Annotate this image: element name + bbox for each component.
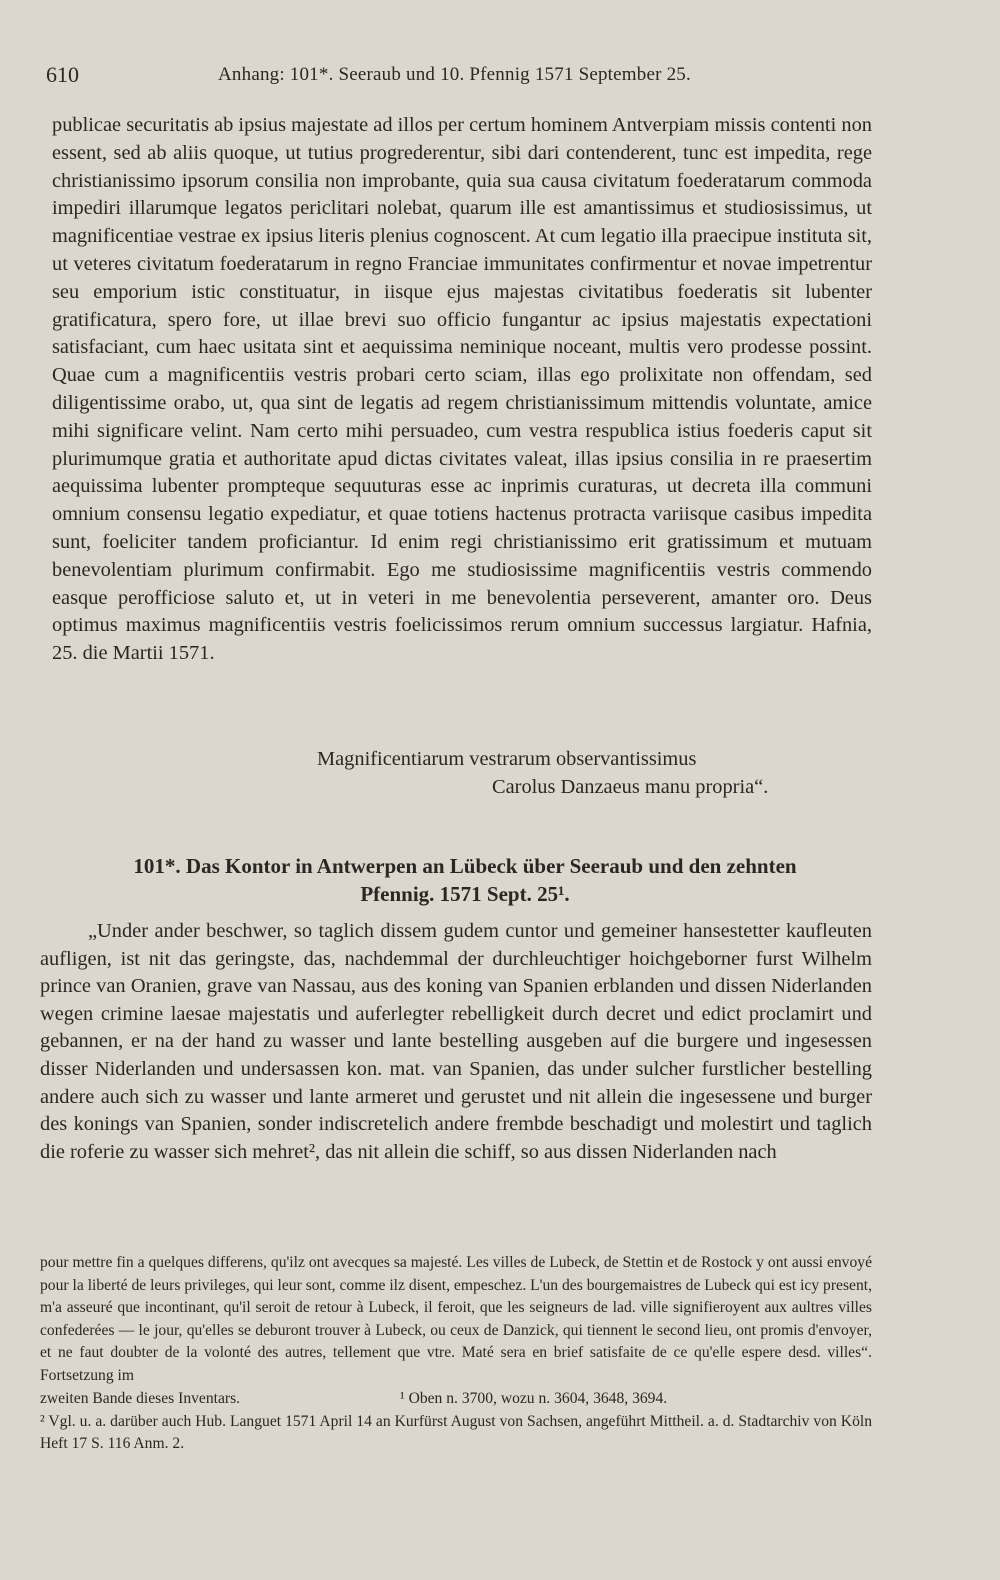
footnote-1: ¹ Oben n. 3700, wozu n. 3604, 3648, 3694. — [400, 1389, 668, 1407]
closing-line: Magnificentiarum vestrarum observantissimus — [317, 748, 697, 770]
letter-body — [52, 112, 872, 798]
signature-line: Carolus Danzaeus manu propria“. — [492, 776, 769, 798]
footnotes — [40, 1252, 872, 1456]
letter-paragraph: publicae securitatis ab ipsius majestate ad illos per certum hominem Antverpiam missis contenti non essent, sed ab aliis quoque, ut tutius progrederentur, sibi dari contenderent, tunc est impedita, rege christianissimo ipsorum consilia non improbante, quia sua causa civitatum foederatarum commoda impediri illarumque legatos periclitari nolebat, quarum ille est amantissimus et studiosissimus, ut magnificentiae vestrae ex ipsius literis plenius cognoscent. At cum legatio illa praecipue instituta sit, ut veteres civitatum foederatarum in regno Franciae immunitates confirmentur et novae impetrentur seu emporium istic constituatur, in iisque ejus majestas civitatibus foederatis sit lubenter gratificatura, spero fore, ut illae brevi suo officio fungantur ac ipsius majestatis expectationi satisfaciant, cum haec usitata sint et aequissima neminique noceant, multis vero prodesse possint. Quae cum a magnificentiis vestris probari certo sciam, illas ego prolixitate non offendam, sed diligentissime orabo, ut, qua sint de legatis ad regem christianissimum mittendis voluntate, amice mihi significare velint. Nam certo mihi persuadeo, cum vestra respublica istius foederis caput sit plurimumque gratia et authoritate apud dictas civitates valeat, illas ipsius consilia in re praesertim aequissima lubenter prompteque sequuturas esse ac inprimis curaturas, ut decreta illa communi omnium consensu legatio expediatur, et quae totiens hactenus protracta variisque casibus impedita sunt, foeliciter tandem proficiantur. Id enim regi christianissimo erit gratissimum et mutuam benevolentiam plurimum confirmabit. Ego me studiosissime magnificentiis vestris commendo easque perofficiose saluto et, ut in veteri in me benevolentia perseverent, amanter oro. Deus optimus maximus magnificentiis vestris foelicissimos rerum omnium successus largiatur. Hafnia, 25. die Martii 1571. — [52, 114, 872, 665]
section-heading-line: 101*. Das Kontor in Antwerpen an Lübeck über Seeraub und den zehnten — [133, 854, 797, 878]
footnote-row — [40, 1388, 872, 1411]
section-heading-line: Pfennig. 1571 Sept. 25¹. — [360, 882, 570, 906]
running-header — [46, 62, 926, 92]
footnote-continuation: pour mettre fin a quelques differens, qu'ilz ont avecques sa majesté. Les villes de Lubeck, de Stettin et de Rostock y ont aussi envoyé pour la liberté de leurs privileges, qui leur sont, comme ilz disent, empeschez. L'un des bourgemaistres de Lubeck qui est icy present, m'a asseuré que incontinant, qu'il seroit de retour à Lubeck, il feroit, que les seigneurs de lad. ville signifieroyent aux aultres villes confederées — le jour, qu'elles se deburont trouver à Lubeck, ou ceux de Danzick, qui tiennent le second lieu, ont promis d'envoyer, et ne faut doubter de la volonté des autres, tellement que vtre. Maté sera en brief satisfaite de ce qu'elle espere desd. villes“. Fortsetzung im — [40, 1254, 872, 1384]
section-paragraph: „Under ander beschwer, so taglich dissem gudem cuntor und gemeiner hansestetter kaufleuten aufligen, ist nit das geringste, das, nachdemmal der durchleuchtiger hoichgeborner furst Wilhelm prince van Oranien, grave van Nassau, aus des koning van Spanien erblanden und dissen Niderlanden wegen crimine laesae majestatis und auferlegter rebelligkeit durch decret und edict proclamirt und gebannen, er na der hand zu wasser und lante bestelling ausgeben auf die burgere und ingesessen disser Niderlanden und undersassen kon. mat. van Spanien, das under sulcher furstlicher bestelling andere auch sich zu wasser und lante armeret und gerustet und nit allein die ingesessene und burger des konings van Spanien, sonder indiscretelich andere frembde beschadigt und molestirt und taglich die roferie zu wasser sich mehret², das nit allein die schiff, so aus dissen Niderlanden nach — [40, 920, 872, 1163]
page-number: 610 — [46, 62, 79, 87]
footnote-continuation-end: zweiten Bande dieses Inventars. — [40, 1389, 241, 1407]
footnote-2: ² Vgl. u. a. darüber auch Hub. Languet 1571 April 14 an Kurfürst August von Sachsen, angeführt Mittheil. a. d. Stadtarchiv von Köln Heft 17 S. 116 Anm. 2. — [40, 1412, 872, 1453]
section-body — [40, 918, 872, 1166]
running-title: Anhang: 101*. Seeraub und 10. Pfennig 1571 September 25. — [218, 64, 691, 85]
section-heading — [60, 852, 870, 908]
